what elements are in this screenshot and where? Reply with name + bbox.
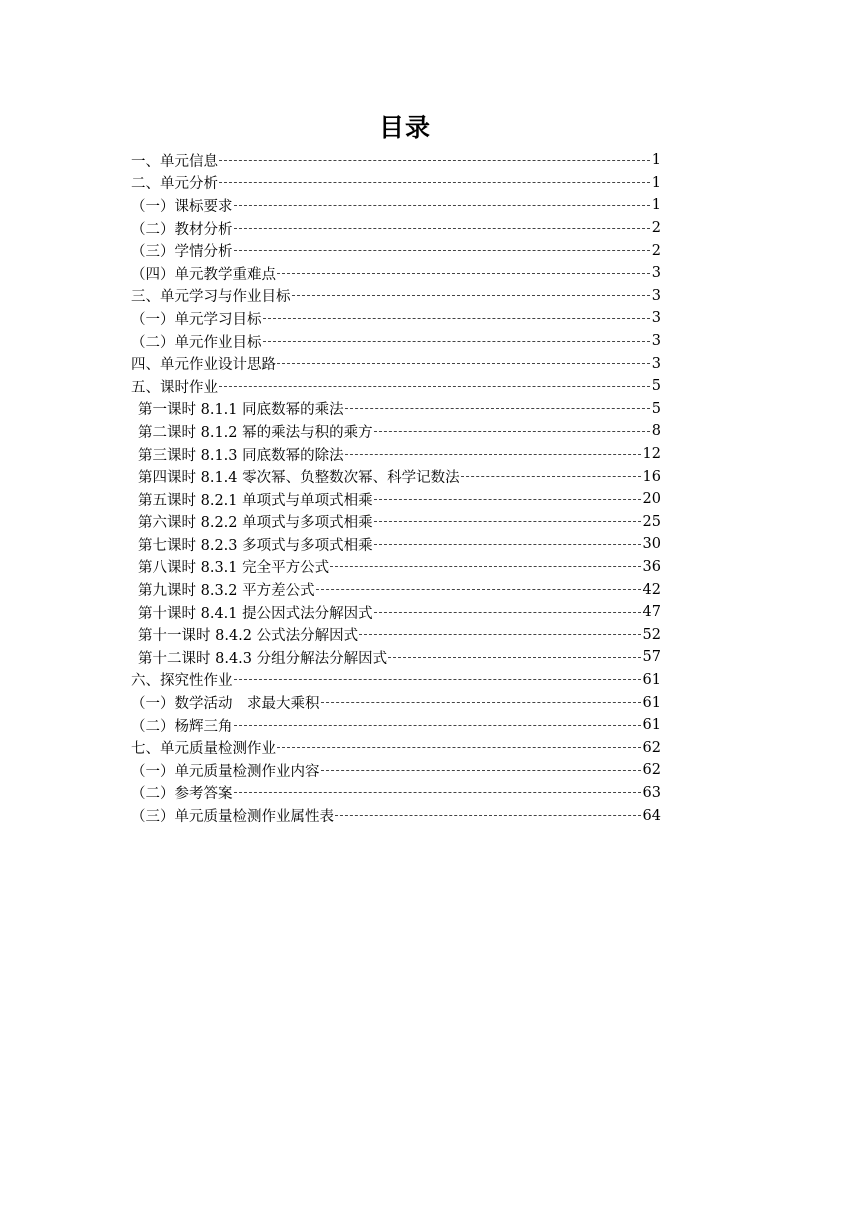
toc-entry-label: （一）课标要求 xyxy=(131,198,233,215)
toc-entry[interactable] xyxy=(131,691,661,714)
toc-entry[interactable] xyxy=(131,217,661,240)
toc-page-number: 3 xyxy=(651,333,661,350)
toc-dot-leader xyxy=(219,160,650,161)
toc-dot-leader xyxy=(234,725,641,726)
toc-dot-leader xyxy=(234,250,650,251)
toc-dot-leader xyxy=(388,657,640,658)
toc-page-number: 3 xyxy=(651,265,661,282)
toc-entry-label: （一）数学活动 求最大乘积 xyxy=(131,696,320,713)
toc-page-number: 1 xyxy=(651,152,661,169)
toc-entry[interactable] xyxy=(131,330,661,353)
toc-page-number: 36 xyxy=(642,558,661,575)
toc-entry-label: （一）单元质量检测作业内容 xyxy=(131,763,320,780)
toc-entry-label: 第六课时 8.2.2 单项式与多项式相乘 xyxy=(138,515,373,532)
toc-entry-label: 四、单元作业设计思路 xyxy=(131,357,276,374)
toc-entry-label: 第四课时 8.1.4 零次幂、负整数次幂、科学记数法 xyxy=(138,470,460,487)
toc-dot-leader xyxy=(374,612,641,613)
toc-entry[interactable] xyxy=(131,556,661,579)
toc-page-number: 3 xyxy=(651,287,661,304)
toc-entry[interactable] xyxy=(131,759,661,782)
toc-entry[interactable] xyxy=(131,804,661,827)
toc-entry-label: （三）单元质量检测作业属性表 xyxy=(131,809,334,826)
toc-page-number: 64 xyxy=(642,807,661,824)
toc-dot-leader xyxy=(345,408,650,409)
toc-dot-leader xyxy=(321,770,641,771)
toc-entry[interactable] xyxy=(131,511,661,534)
toc-page-number: 61 xyxy=(642,717,661,734)
toc-entry-label: 第二课时 8.1.2 幂的乘法与积的乘方 xyxy=(138,424,373,441)
toc-entry-label: （二）单元作业目标 xyxy=(131,334,262,351)
toc-page-number: 57 xyxy=(642,649,661,666)
toc-entry[interactable] xyxy=(131,352,661,375)
table-of-contents xyxy=(131,149,661,827)
toc-entry[interactable] xyxy=(131,646,661,669)
toc-dot-leader xyxy=(263,318,650,319)
toc-page-number: 12 xyxy=(642,446,661,463)
toc-entry[interactable] xyxy=(131,533,661,556)
toc-entry[interactable] xyxy=(131,420,661,443)
toc-dot-leader xyxy=(234,792,641,793)
toc-entry-label: 一、单元信息 xyxy=(131,153,218,170)
toc-dot-leader xyxy=(345,454,641,455)
toc-entry-label: 第七课时 8.2.3 多项式与多项式相乘 xyxy=(138,537,373,554)
toc-dot-leader xyxy=(335,815,641,816)
toc-dot-leader xyxy=(277,363,650,364)
toc-page-number: 2 xyxy=(651,242,661,259)
toc-page-number: 3 xyxy=(651,355,661,372)
toc-dot-leader xyxy=(219,182,650,183)
toc-entry-label: 第十二课时 8.4.3 分组分解法分解因式 xyxy=(138,650,388,667)
toc-page-number: 8 xyxy=(651,423,661,440)
toc-page-number: 52 xyxy=(642,626,661,643)
toc-page-number: 62 xyxy=(642,739,661,756)
toc-entry[interactable] xyxy=(131,172,661,195)
toc-dot-leader xyxy=(219,386,650,387)
toc-entry[interactable] xyxy=(131,623,661,646)
toc-entry-label: 第五课时 8.2.1 单项式与单项式相乘 xyxy=(138,492,373,509)
toc-page-number: 30 xyxy=(642,536,661,553)
toc-dot-leader xyxy=(321,702,641,703)
toc-entry-label: 第三课时 8.1.3 同底数幂的除法 xyxy=(138,447,344,464)
toc-entry-label: 七、单元质量检测作业 xyxy=(131,741,276,758)
toc-dot-leader xyxy=(374,431,650,432)
toc-entry[interactable] xyxy=(131,398,661,421)
toc-entry[interactable] xyxy=(131,285,661,308)
toc-page-number: 1 xyxy=(651,174,661,191)
toc-entry[interactable] xyxy=(131,443,661,466)
toc-dot-leader xyxy=(359,634,640,635)
toc-entry-label: 第九课时 8.3.2 平方差公式 xyxy=(138,583,315,600)
toc-entry[interactable] xyxy=(131,669,661,692)
toc-entry-label: （二）参考答案 xyxy=(131,786,233,803)
toc-entry-label: 六、探究性作业 xyxy=(131,673,233,690)
toc-dot-leader xyxy=(374,544,641,545)
toc-entry-label: 第十一课时 8.4.2 公式法分解因式 xyxy=(138,628,359,645)
toc-entry-label: 五、课时作业 xyxy=(131,379,218,396)
toc-page-number: 3 xyxy=(651,310,661,327)
toc-page-number: 61 xyxy=(642,694,661,711)
toc-dot-leader xyxy=(374,499,641,500)
toc-dot-leader xyxy=(234,205,650,206)
toc-page-number: 61 xyxy=(642,671,661,688)
page-title: 目录 xyxy=(378,113,431,142)
toc-page-number: 63 xyxy=(642,784,661,801)
toc-page-number: 2 xyxy=(651,220,661,237)
toc-dot-leader xyxy=(277,273,650,274)
toc-dot-leader xyxy=(374,521,641,522)
toc-entry[interactable] xyxy=(131,736,661,759)
toc-dot-leader xyxy=(277,747,641,748)
toc-dot-leader xyxy=(330,566,640,567)
toc-entry-label: 第一课时 8.1.1 同底数幂的乘法 xyxy=(138,402,344,419)
toc-entry-label: （三）学情分析 xyxy=(131,244,233,261)
toc-dot-leader xyxy=(316,589,641,590)
toc-entry-label: （二）杨辉三角 xyxy=(131,718,233,735)
toc-page-number: 62 xyxy=(642,762,661,779)
toc-entry[interactable] xyxy=(131,262,661,285)
toc-dot-leader xyxy=(292,295,650,296)
toc-page-number: 47 xyxy=(642,604,661,621)
toc-page-number: 20 xyxy=(642,491,661,508)
toc-entry[interactable] xyxy=(131,465,661,488)
toc-entry[interactable] xyxy=(131,307,661,330)
toc-page-number: 25 xyxy=(642,513,661,530)
toc-entry-label: （四）单元教学重难点 xyxy=(131,266,276,283)
toc-entry[interactable] xyxy=(131,375,661,398)
toc-dot-leader xyxy=(234,679,641,680)
toc-entry[interactable] xyxy=(131,194,661,217)
toc-page-number: 16 xyxy=(642,468,661,485)
toc-page-number: 1 xyxy=(651,197,661,214)
toc-entry-label: 三、单元学习与作业目标 xyxy=(131,289,291,306)
toc-dot-leader xyxy=(234,228,650,229)
toc-entry[interactable] xyxy=(131,239,661,262)
toc-page-number: 42 xyxy=(642,581,661,598)
toc-page-number: 5 xyxy=(651,378,661,395)
toc-entry-label: 第十课时 8.4.1 提公因式法分解因式 xyxy=(138,605,373,622)
toc-entry[interactable] xyxy=(131,714,661,737)
toc-entry[interactable] xyxy=(131,782,661,805)
toc-entry-label: （二）教材分析 xyxy=(131,221,233,238)
toc-entry[interactable] xyxy=(131,149,661,172)
toc-dot-leader xyxy=(461,476,641,477)
toc-entry-label: 第八课时 8.3.1 完全平方公式 xyxy=(138,560,330,577)
toc-entry[interactable] xyxy=(131,578,661,601)
toc-entry-label: （一）单元学习目标 xyxy=(131,311,262,328)
toc-page-number: 5 xyxy=(651,400,661,417)
toc-entry-label: 二、单元分析 xyxy=(131,176,218,193)
toc-entry[interactable] xyxy=(131,601,661,624)
toc-dot-leader xyxy=(263,341,650,342)
toc-entry[interactable] xyxy=(131,488,661,511)
